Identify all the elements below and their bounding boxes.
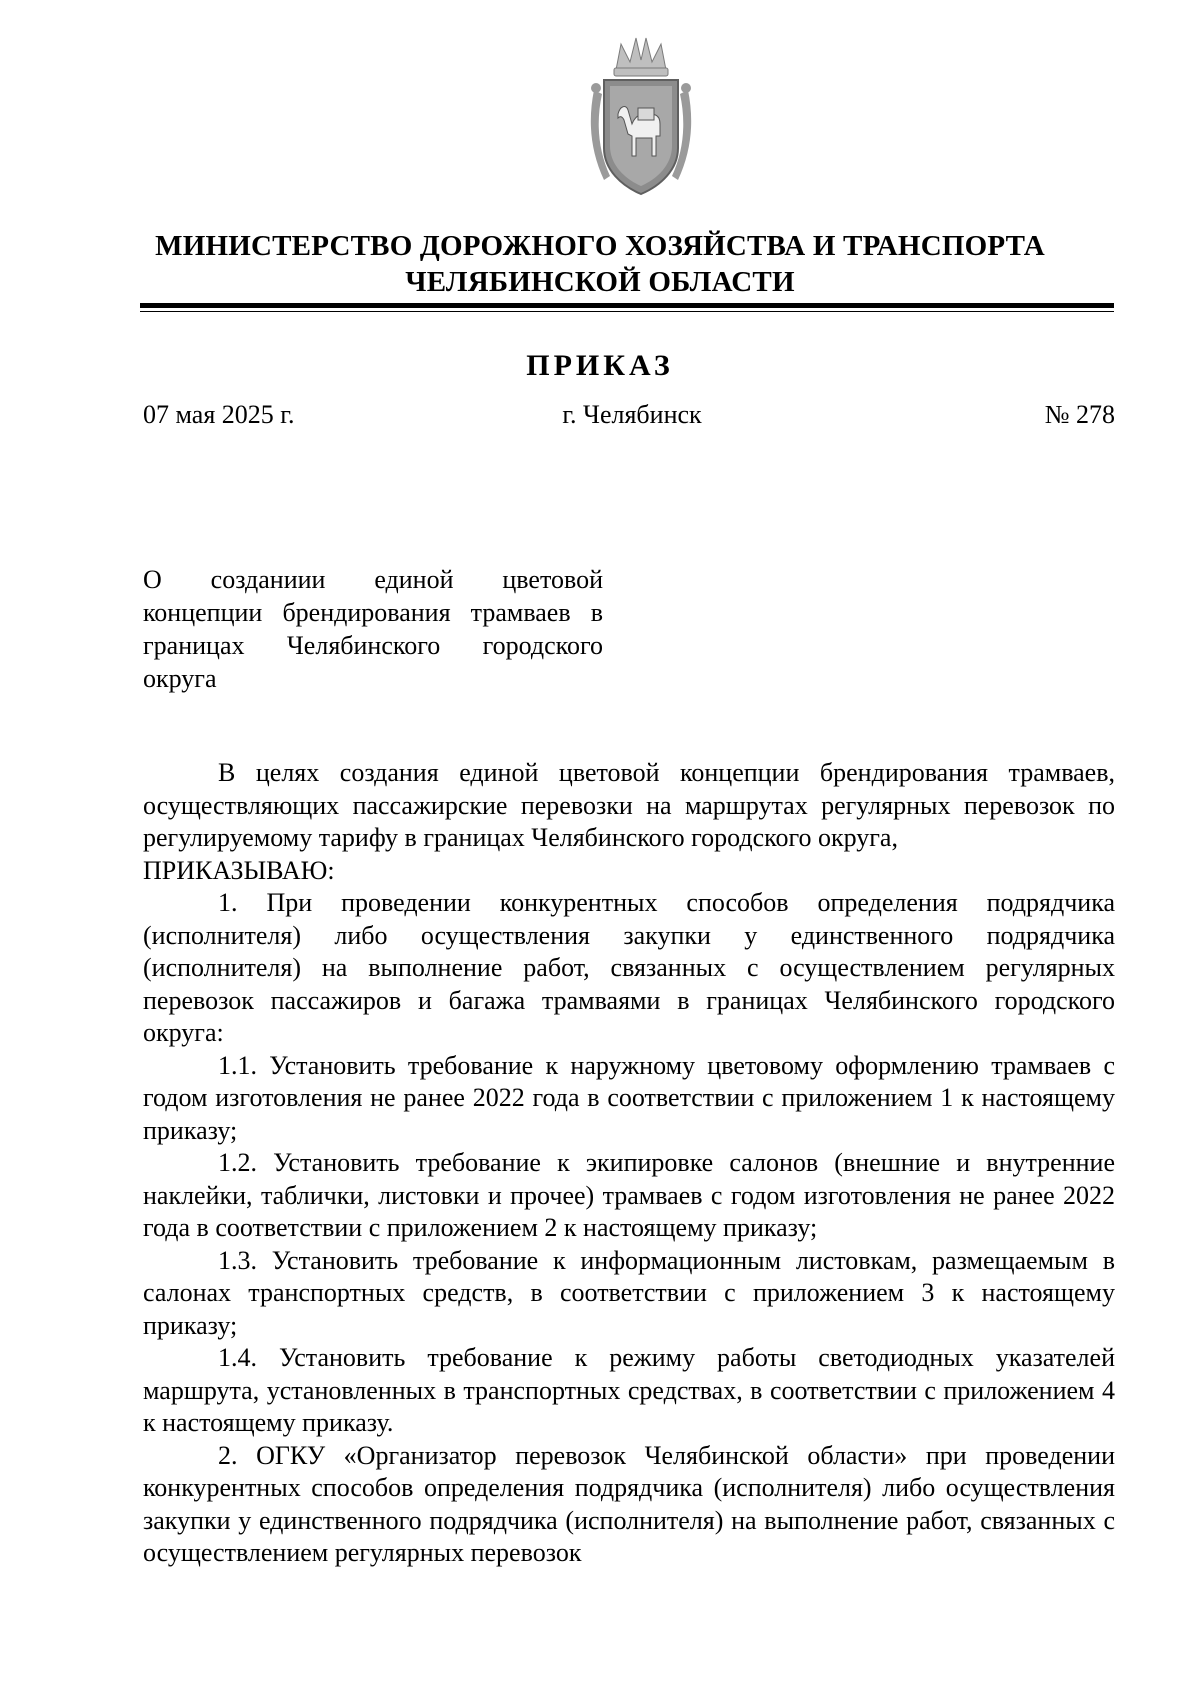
order-city: г. Челябинск (562, 400, 702, 429)
document-title: ПРИКАЗ (526, 349, 674, 382)
order-directive: ПРИКАЗЫВАЮ: (143, 855, 335, 885)
subject-line: О созданиии единой цветовой (143, 565, 603, 594)
order-number: № 278 (1044, 400, 1115, 429)
header-divider-thick (140, 303, 1114, 308)
ministry-name-line1: МИНИСТЕРСТВО ДОРОЖНОГО ХОЗЯЙСТВА И ТРАНСПОРТА (155, 230, 1045, 262)
clause-1-4: 1.4. Установить требование к режиму работы светодиодных указателей маршрута, установленных в транспортных средствах, в соответствии с приложением 4 к настоящему приказу. (143, 1343, 1115, 1437)
clause-1-1: 1.1. Установить требование к наружному цветовому оформлению трамваев с годом изготовления не ранее 2022 года в соответствии с приложением 1 к настоящему приказу; (143, 1050, 1115, 1145)
clause-1-2: 1.2. Установить требование к экипировке салонов (внешние и внутренние наклейки, таблички, листовки и прочее) трамваев с годом изготовления не ранее 2022 года в соответствии с приложением 2 к настоящему приказу; (143, 1148, 1115, 1242)
clause-1: 1. При проведении конкурентных способов определения подрядчика (исполнителя) либо осуществления закупки у единственного подрядчика (исполнителя) на выполнение работ, связанных с осуществлением регулярных перевозок пассажиров и багажа трамваями в границах Челябинского городского округа: (143, 888, 1115, 1047)
order-date: 07 мая 2025 г. (143, 400, 295, 429)
header-divider-thin (140, 311, 1114, 312)
preamble-paragraph: В целях создания единой цветовой концепции брендирования трамваев, осуществляющих пассажирские перевозки на маршрутах регулярных перевозок по регулируемому тарифу в границах Челябинского городского округа, (143, 758, 1115, 852)
clause-2: 2. ОГКУ «Организатор перевозок Челябинской области» при проведении конкурентных способов определения подрядчика (исполнителя) либо осуществления закупки у единственного подрядчика (исполнителя) на выполнение работ, связанных с осуществлением регулярных перевозок (143, 1440, 1115, 1567)
clause-1-3: 1.3. Установить требование к информационным листовкам, размещаемым в салонах транспортных средств, в соответствии с приложением 3 к настоящему приказу; (143, 1245, 1115, 1340)
ministry-name-line2: ЧЕЛЯБИНСКОЙ ОБЛАСТИ (405, 266, 795, 298)
chelyabinsk-oblast-coat-of-arms-icon (586, 30, 696, 200)
subject-line: границах Челябинского городского (143, 631, 603, 660)
order-subject (143, 563, 603, 695)
subject-line: округа (143, 664, 217, 693)
subject-line: концепции брендирования трамваев в (143, 598, 603, 627)
order-body (143, 757, 1115, 1570)
